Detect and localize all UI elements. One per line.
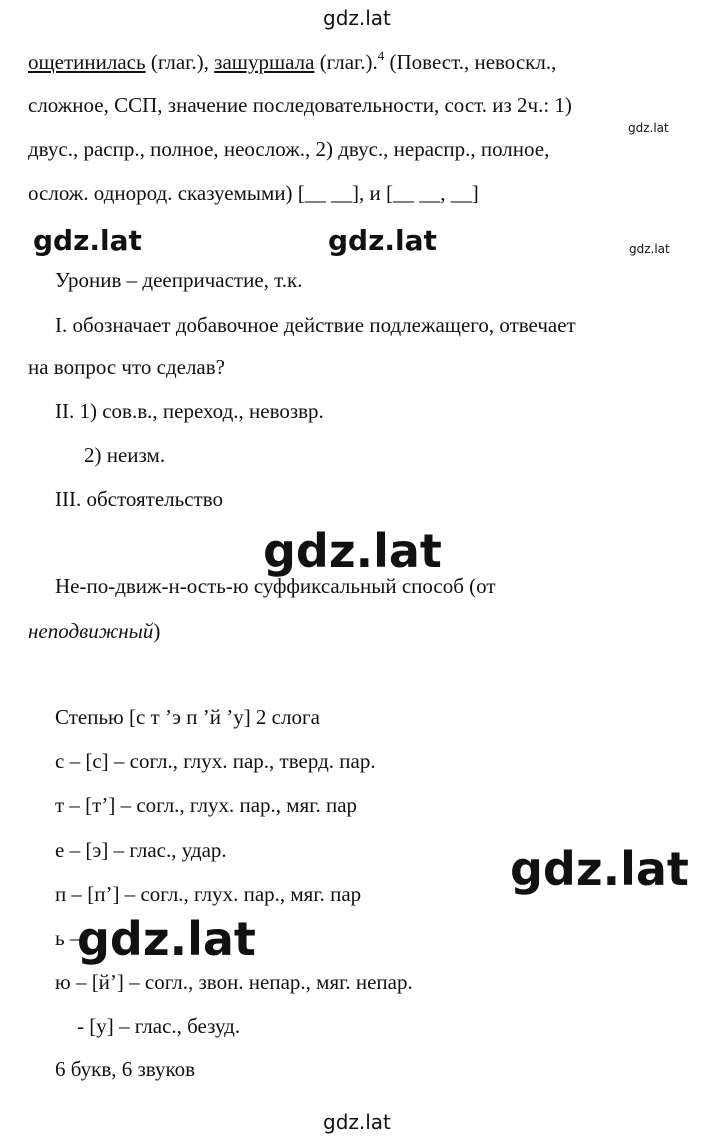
text-line: двус., распр., полное, неослож., 2) двус., нераспр., полное, [28,137,550,161]
text-fragment: (Повест., невоскл., [384,50,557,74]
text-line: ослож. однород. сказуемыми) [__ __], и [__ __, __] [28,181,479,205]
text-line: III. обстоятельство [55,487,223,511]
watermark-bottom: gdz.lat [323,1110,391,1134]
text-line: с – [с] – согл., глух. пар., тверд. пар. [55,749,376,773]
text-line: Степью [с т ’э п ’й ’у] 2 слога [55,705,320,729]
text-line [28,48,557,74]
text-line: п – [п’] – согл., глух. пар., мяг. пар [55,882,362,906]
text-line: Не-по-движ-н-ость-ю суффиксальный способ (от [55,574,496,598]
watermark-large-left: gdz.lat [77,912,256,966]
text-line: II. 1) сов.в., переход., невозвр. [55,399,324,423]
text-fragment: ) [153,619,161,643]
watermark-mid-left: gdz.lat [33,224,142,257]
text-line: 2) неизм. [84,443,166,467]
watermark-large-right: gdz.lat [510,842,689,896]
underlined-word: зашуршала [214,50,315,74]
text-fragment: (глаг.), [145,50,215,74]
underlined-word: ощетинилась [28,50,146,74]
watermark-small: gdz.lat [629,242,670,256]
text-line: I. обозначает добавочное действие подлежащего, отвечает [55,313,576,337]
text-line: ь – [55,926,81,950]
watermark-mid-center: gdz.lat [328,224,437,257]
footnote-mark: 4 [377,48,385,63]
text-fragment: (глаг.). [314,50,378,74]
text-line: на вопрос что сделав? [28,355,225,379]
watermark-top: gdz.lat [323,6,391,30]
text-line: - [у] – глас., безуд. [77,1014,241,1038]
text-line: т – [т’] – согл., глух. пар., мяг. пар [55,793,358,817]
text-line [28,621,160,642]
text-line: Уронив – деепричастие, т.к. [55,268,303,292]
italic-word: неподвижный [28,619,154,643]
watermark-large-center: gdz.lat [263,524,442,578]
text-line: е – [э] – глас., удар. [55,838,227,862]
text-line: сложное, ССП, значение последовательности, сост. из 2ч.: 1) [28,93,572,117]
watermark-small: gdz.lat [628,121,669,135]
text-line: 6 букв, 6 звуков [55,1057,196,1081]
text-line: ю – [й’] – согл., звон. непар., мяг. непар. [55,970,413,994]
